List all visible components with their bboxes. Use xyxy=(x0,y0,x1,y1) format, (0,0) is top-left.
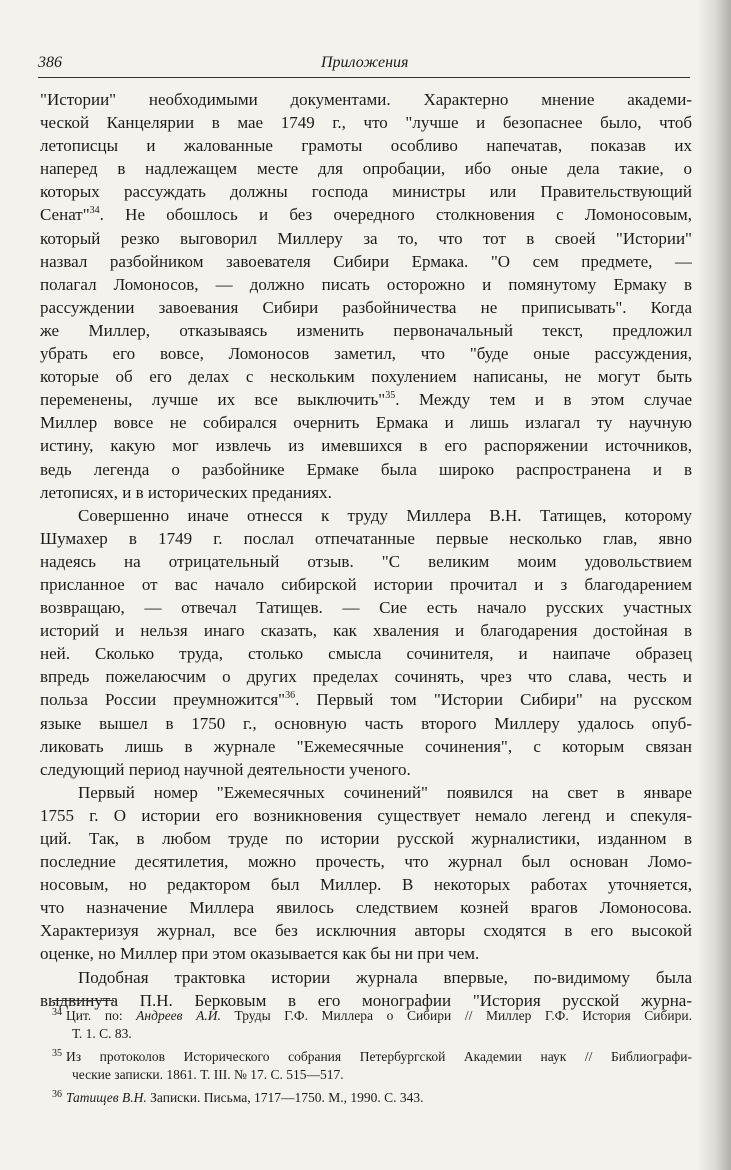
text-line: ней. Сколько труда, столько смысла сочинителя, и наипаче образец xyxy=(40,644,692,664)
footnote-prefix: Цит. по: xyxy=(66,1008,137,1023)
text-line: впредь пожелаюсчим о других пределах сочинять, чрез что слава, честь и xyxy=(40,667,692,687)
footnote-rule xyxy=(52,1000,114,1001)
paragraph-3 xyxy=(40,781,692,966)
text-line: полагал Ломоносов, — должно писать осторожно и помянутому Ермаку в xyxy=(40,274,692,294)
text-line: истину, какую мог извлечь из имевшихся в его распоряжении источников, xyxy=(40,436,692,456)
text-line: которые об его делах с нескольким похулением написаны, не могут быть xyxy=(40,367,692,387)
text-line: Шумахер в 1749 г. послал отпечатанные первые несколько глав, явно xyxy=(40,528,692,548)
header-rule xyxy=(38,77,690,78)
text-line: историй и нельзя инаго сказать, как хваления и благодарения достойная в xyxy=(40,621,692,641)
running-head: Приложения xyxy=(321,54,409,71)
text-line: Характеризуя журнал, все без исключния авторы сходятся в его высокой xyxy=(40,921,692,941)
footnote-34 xyxy=(52,1007,692,1043)
footnote-mark: 35 xyxy=(52,1048,62,1059)
text-line: летописях, и в исторических преданиях. xyxy=(40,482,332,502)
text-line: который резко выговорил Миллеру за то, что тот в своей "Истории" xyxy=(40,228,692,248)
text-segment: Сенат" xyxy=(40,205,90,225)
text-segment: переменены, лучше их все выключить" xyxy=(40,390,386,410)
footnote-author: Татищев В.Н. xyxy=(66,1090,147,1105)
text-line: последние десятилетия, можно прочесть, что журнал был основан Ломо- xyxy=(40,852,692,872)
footnote-text: Записки. Письма, 1717—1750. М., 1990. С. 343. xyxy=(146,1090,424,1105)
text-line: Первый номер "Ежемесячных сочинений" появился на свет в январе xyxy=(78,782,692,802)
text-line: ведь легенда о разбойнике Ермаке была широко распространена и в xyxy=(40,459,692,479)
page-number: 386 xyxy=(38,54,62,71)
text-line: присланное от вас начало сибирской истории прочитал и з благодарением xyxy=(40,574,692,594)
paragraph-4 xyxy=(40,966,692,1012)
text-line: же Миллер, отказываясь изменить первоначальный текст, предложил xyxy=(40,320,692,340)
text-line: Миллер вовсе не собирался очернить Ермака и лишь излагал ту научную xyxy=(40,413,692,433)
text-line: убрать его вовсе, Ломоносов заметил, что "буде оные рассуждения, xyxy=(40,344,692,364)
footnotes xyxy=(52,1007,692,1112)
footnote-continuation: Т. 1. С. 83. xyxy=(72,1026,132,1041)
text-line: языке вышел в 1750 г., основную часть второго Миллеру удалось опуб- xyxy=(40,713,692,733)
footnote-reference: 35 xyxy=(385,390,396,402)
text-line: носовым, но редактором был Миллер. В некоторых работах уточняется, xyxy=(40,875,692,895)
paragraph-1 xyxy=(40,88,692,504)
text-line: летописцы и жалованные грамоты особливо напечатав, показав их xyxy=(40,136,692,156)
text-line xyxy=(40,388,692,411)
footnote-continuation: ческие записки. 1861. Т. III. № 17. С. 515—517. xyxy=(72,1067,344,1082)
page-header xyxy=(38,54,688,76)
text-segment: . Не обошлось и без очередного столкновения с Ломоносовым, xyxy=(99,205,692,225)
footnote-35 xyxy=(52,1048,692,1084)
footnote-36 xyxy=(52,1089,692,1107)
text-line xyxy=(40,688,692,711)
text-line xyxy=(40,203,692,226)
text-line: назвал разбойником завоевателя Сибири Ермака. "О сем предмете, — xyxy=(40,251,692,271)
text-line: которых рассуждать должны господа министры или Правительствующий xyxy=(40,182,692,202)
text-line: ликовать лишь в журнале "Ежемесячные сочинения", с которым связан xyxy=(40,736,692,756)
footnote-text: Из протоколов Исторического собрания Петербургской Академии наук // Библиографи- xyxy=(66,1049,692,1064)
text-segment: . Первый том "Истории Сибири" на русском xyxy=(295,690,692,710)
text-line: Совершенно иначе отнесся к труду Миллера В.Н. Татищев, которому xyxy=(78,505,692,525)
text-line: следующий период научной деятельности ученого. xyxy=(40,759,411,779)
footnote-mark: 34 xyxy=(52,1007,62,1018)
text-line: что назначение Миллера явилось следствием козней врагов Ломоносова. xyxy=(40,898,692,918)
text-line: ций. Так, в любом труде по истории русской журналистики, изданном в xyxy=(40,829,692,848)
footnote-reference: 34 xyxy=(89,205,100,217)
text-line: ческой Канцелярии в мае 1749 г., что "лучше и безопаснее было, чтоб xyxy=(40,113,692,133)
text-line: выдвинута П.Н. Берковым в его монографии "История русской журна- xyxy=(40,990,692,1010)
text-line: наперед в надлежащем месте для опробации, ибо оные дела такие, о xyxy=(40,159,692,179)
text-segment: . Между тем и в этом случае xyxy=(395,390,692,410)
text-line: возвращаю, — отвечал Татищев. — Сие есть начало русских участных xyxy=(40,598,692,618)
text-line: рассуждении завоевания Сибири разбойничества не приписывать". Когда xyxy=(40,297,692,317)
footnote-author: Андреев А.И. xyxy=(136,1008,221,1023)
text-line: оценке, но Миллер при этом оказывается как бы ни при чем. xyxy=(40,944,480,964)
page-edge-shadow xyxy=(697,0,731,1170)
footnote-text: Труды Г.Ф. Миллера о Сибири // Миллер Г.Ф. История Сибири. xyxy=(220,1008,692,1023)
text-line: надеясь на отрицательный отзыв. "С великим моим удовольствием xyxy=(40,551,692,571)
body-text xyxy=(40,88,692,1012)
footnote-reference: 36 xyxy=(285,690,296,702)
paragraph-2 xyxy=(40,504,692,781)
text-line: "Истории" необходимыми документами. Характерно мнение академи- xyxy=(40,90,692,109)
footnote-mark: 36 xyxy=(52,1089,62,1100)
text-segment: польза России преумножится" xyxy=(40,690,286,710)
text-line: 1755 г. О истории его возникновения существует немало легенд и спекуля- xyxy=(40,805,692,825)
text-line: Подобная трактовка истории журнала впервые, по-видимому была xyxy=(78,967,692,987)
